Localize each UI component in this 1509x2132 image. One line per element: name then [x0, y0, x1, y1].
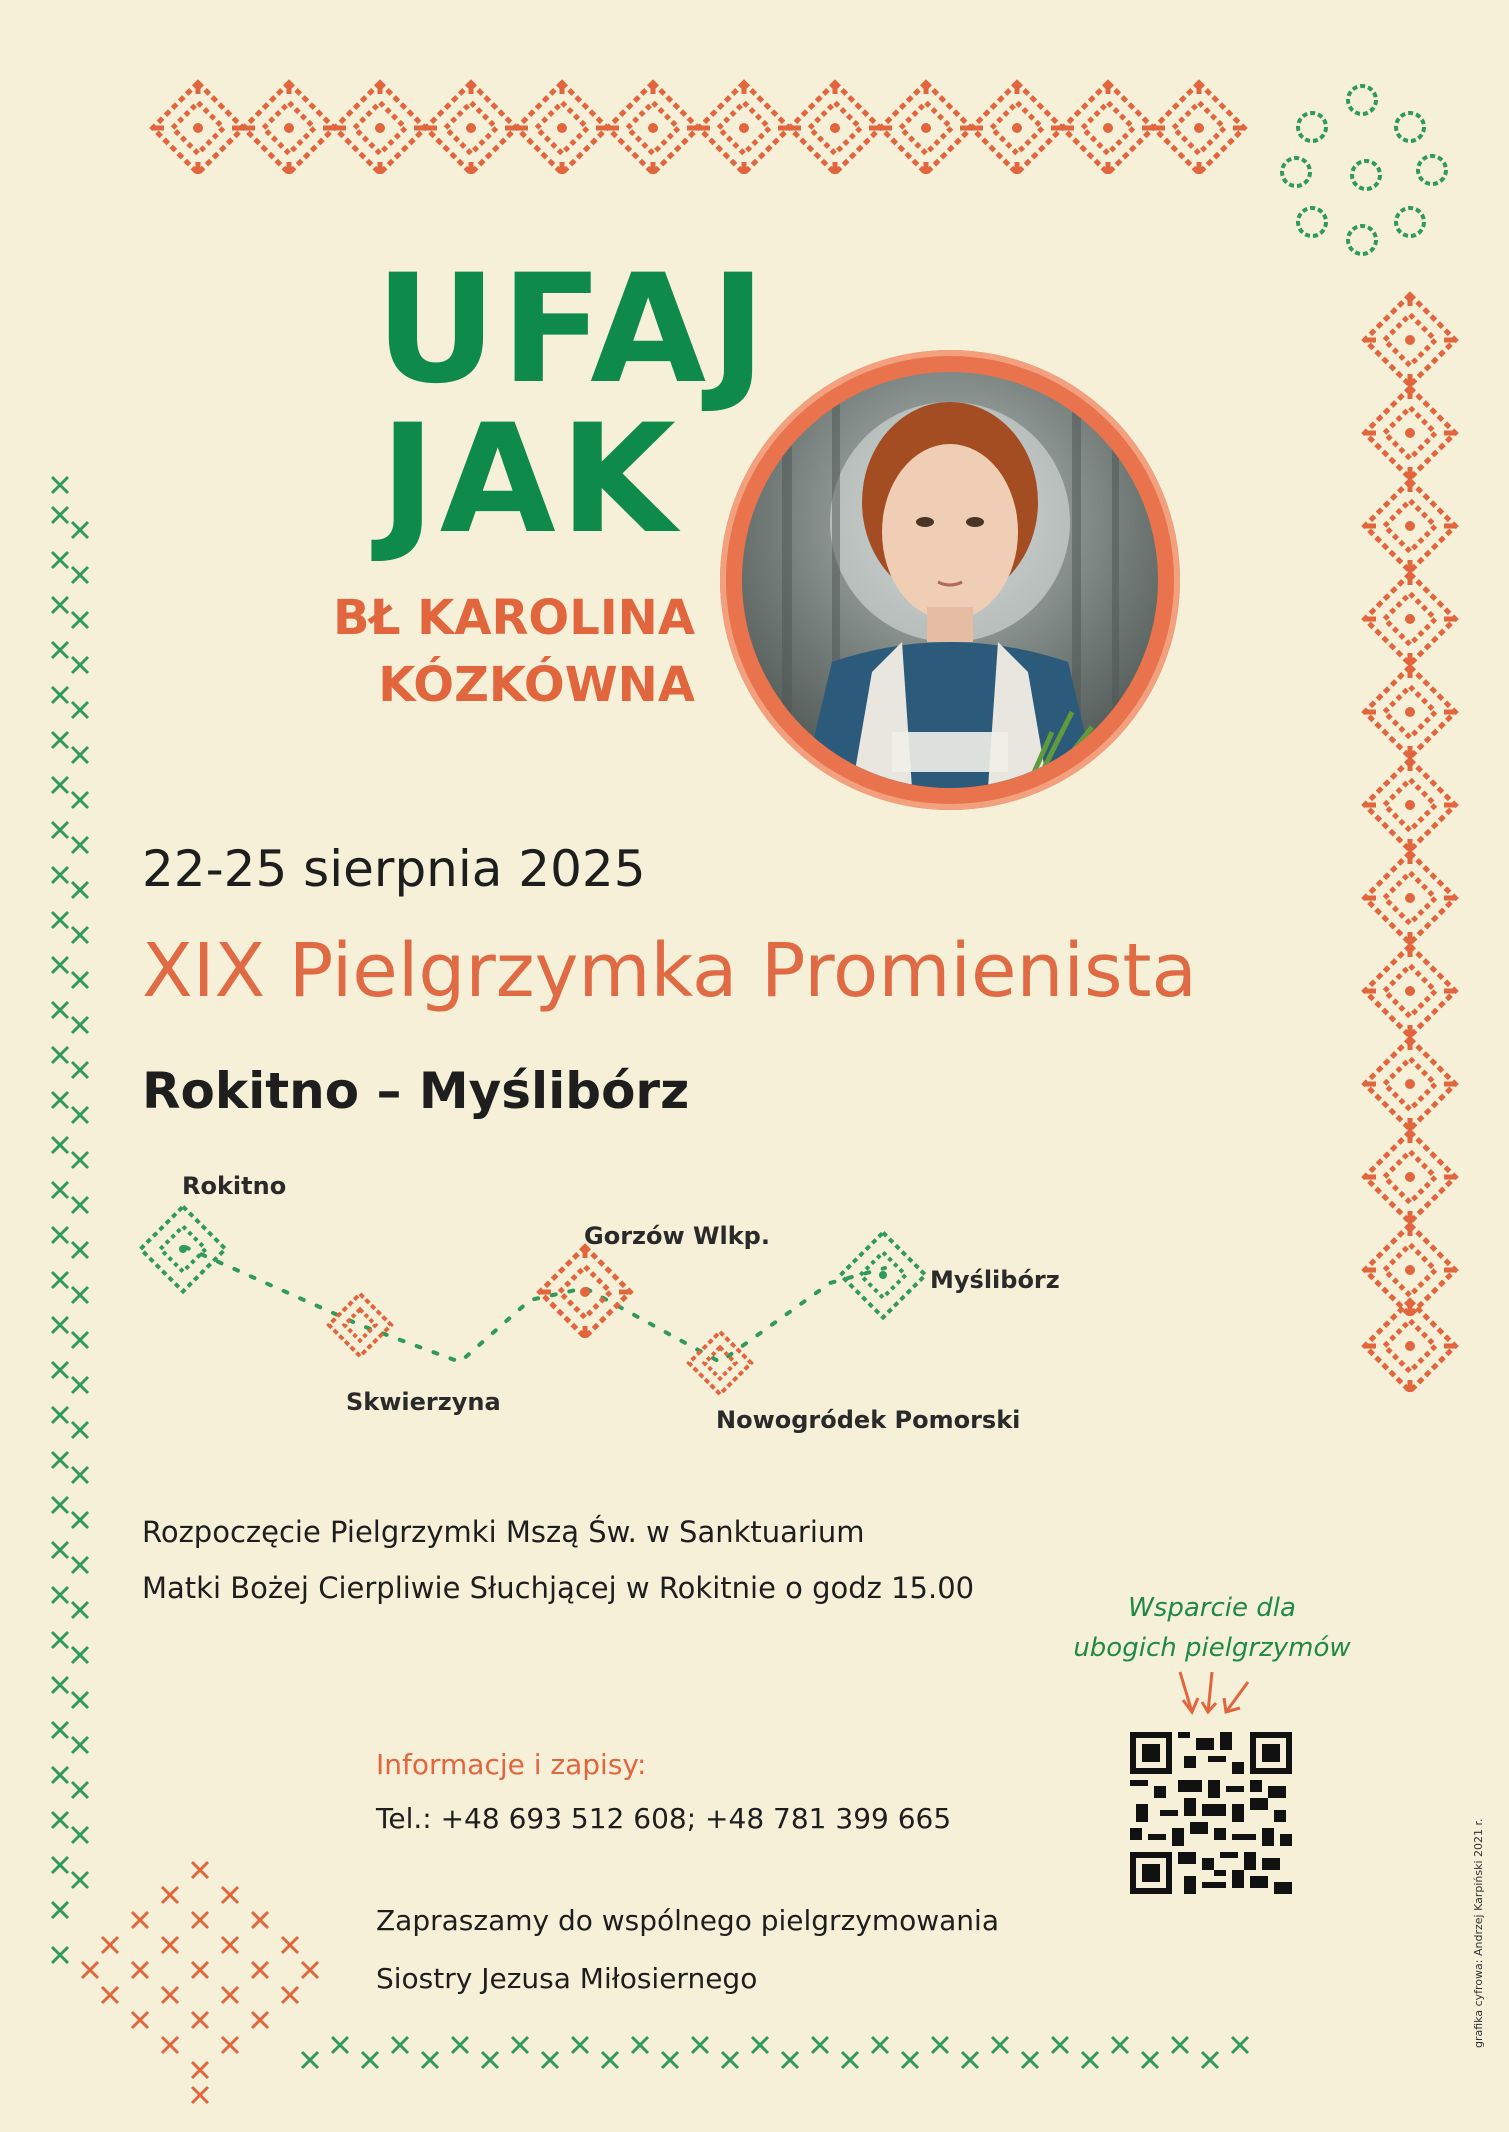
arrows-icon — [1180, 1672, 1248, 1712]
support-line-2: ubogich pielgrzymów — [1073, 1633, 1351, 1663]
graphic-credit: grafika cyfrowa: Andrzej Karpiński 2021 r. — [1472, 1818, 1485, 2048]
route-path — [185, 1247, 885, 1362]
subtitle-line-1: BŁ KAROLINA — [333, 590, 695, 646]
stop-label-mysliborz: Myślibórz — [930, 1266, 1060, 1294]
title-line-1: UFAJ — [375, 243, 770, 417]
stop-label-nowogrodek: Nowogródek Pomorski — [716, 1406, 1021, 1434]
route-stop-marker-mysliborz — [841, 1233, 926, 1318]
subtitle-line-2: KÓZKÓWNA — [378, 657, 695, 713]
stop-label-skwierzyna: Skwierzyna — [346, 1388, 501, 1416]
invite-line-1: Zapraszamy do wspólnego pielgrzymowania — [376, 1904, 999, 1937]
portrait-frame — [720, 350, 1180, 810]
event-title: XIX Pielgrzymka Promienista — [142, 928, 1197, 1014]
contact-phone: Tel.: +48 693 512 608; +48 781 399 665 — [376, 1802, 952, 1835]
route-stop-marker-gorzow — [539, 1246, 631, 1338]
route-stop-marker-rokitno — [141, 1207, 226, 1292]
route-stop-marker-skwierzyna — [329, 1294, 391, 1356]
stop-label-rokitno: Rokitno — [182, 1172, 287, 1200]
start-info-line-1: Rozpoczęcie Pielgrzymki Mszą Św. w Sanktuarium — [142, 1515, 865, 1549]
event-route: Rokitno – Myślibórz — [142, 1062, 690, 1120]
qr-code-icon[interactable] — [1130, 1732, 1292, 1894]
route-stop-marker-nowogrodek — [689, 1332, 751, 1394]
stop-label-gorzow: Gorzów Wlkp. — [584, 1222, 770, 1250]
title-line-2: JAK — [379, 393, 680, 567]
portrait-image — [742, 372, 1158, 788]
contact-label: Informacje i zapisy: — [376, 1748, 647, 1781]
start-info-line-2: Matki Bożej Cierpliwie Słuchjącej w Rokitnie o godz 15.00 — [142, 1571, 975, 1605]
invite-line-2: Siostry Jezusa Miłosiernego — [376, 1962, 758, 1995]
event-dates: 22-25 sierpnia 2025 — [142, 840, 646, 898]
support-line-1: Wsparcie dla — [1128, 1593, 1296, 1623]
